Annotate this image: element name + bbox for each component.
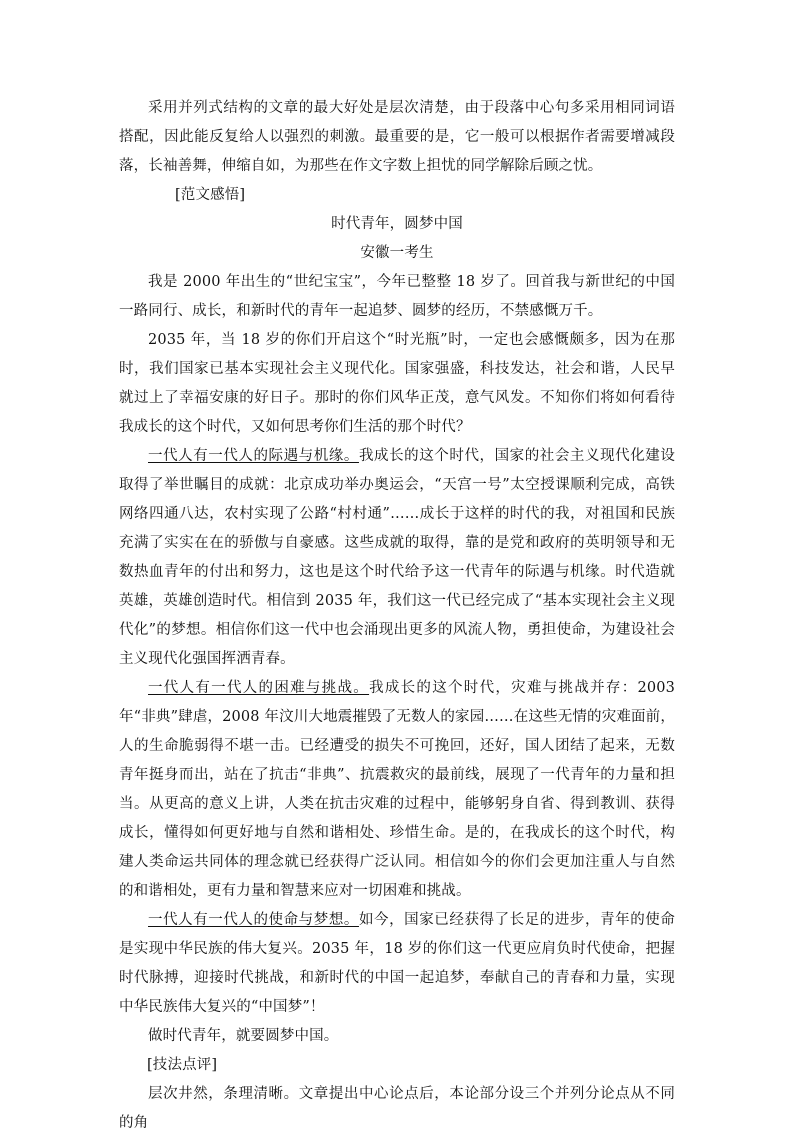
sub-thesis-3: 一代人有一代人的使命与梦想。 — [148, 912, 359, 928]
paragraph-4-body: 我成长的这个时代，灾难与挑战并存：2003 年“非典”肆虐，2008 年汶川大地震摧毁了无数人的家园……在这些无情的灾难面前，人的生命脆弱得不堪一击。已经遭受的损失不可挽回，还好，国人团结了起来，无数青年挺身而出，站在了抗击“非典”、抗震救灾的最前线，展现了一代青年的力量和担当。从更高的意义上讲，人类在抗击灾难的过程中，能够躬身自省、得到教训、获得成长，懂得如何更好地与自然和谐相处、珍惜生命。是的，在我成长的这个时代，构建人类命运共同体的理念就已经获得广泛认同。相信如今的你们会更加注重人与自然的和谐相处，更有力量和智慧来应对一切困难和挑战。 — [119, 680, 675, 899]
review-paragraph: 层次井然，条理清晰。文章提出中心论点后，本论部分设三个并列分论点从不同的角 — [119, 1086, 675, 1131]
essay-paragraph-4 — [119, 674, 675, 906]
document-page — [119, 94, 675, 1138]
essay-paragraph-6: 做时代青年，就要圆梦中国。 — [148, 1028, 339, 1044]
paragraph-3-body: 我成长的这个时代，国家的社会主义现代化建设取得了举世瞩目的成就：北京成功举办奥运会，“天宫一号”太空授课顺利完成，高铁网络四通八达，农村实现了公路“村村通”……成长于这样的时代的我，对祖国和民族充满了实实在在的骄傲与自豪感。这些成就的取得，靠的是党和政府的英明领导和无数热血青年的付出和努力，这也是这个时代给予这一代青年的际遇与机缘。时代造就英雄，英雄创造时代。相信到 2035 年，我们这一代已经完成了“基本实现社会主义现代化”的梦想。相信你们这一代中也会涌现出更多的风流人物，勇担使命，为建设社会主义现代化强国挥洒青春。 — [119, 448, 675, 667]
essay-paragraph-2: 2035 年，当 18 岁的你们开启这个“时光瓶”时，一定也会感慨颇多，因为在那时，我们国家已基本实现社会主义现代化。国家强盛，科技发达，社会和谐，人民早就过上了幸福安康的好日子。那时的你们风华正茂，意气风发。不知你们将如何看待我成长的这个时代，又如何思考你们生活的那个时代？ — [119, 332, 675, 435]
section-label-model-essay: [范文感悟] — [175, 187, 246, 203]
intro-paragraph: 采用并列式结构的文章的最大好处是层次清楚，由于段落中心句多采用相同词语搭配，因此能反复给人以强烈的刺激。最重要的是，它一般可以根据作者需要增减段落，长袖善舞，伸缩自如，为那些在作文字数上担忧的同学解除后顾之忧。 — [119, 100, 675, 174]
paragraph-5-body: 如今，国家已经获得了长足的进步，青年的使命是实现中华民族的伟大复兴。2035 年，18 岁的你们这一代更应肩负时代使命，把握时代脉搏，迎接时代挑战，和新时代的中国一起追梦，奉献自己的青春和力量，实现中华民族伟大复兴的“中国梦”！ — [119, 912, 675, 1015]
essay-paragraph-3 — [119, 442, 675, 674]
section-label-technique-review: [技法点评] — [147, 1057, 218, 1073]
essay-paragraph-1: 我是 2000 年出生的“世纪宝宝”，今年已整整 18 岁了。回首我与新世纪的中国一路同行、成长，和新时代的青年一起追梦、圆梦的经历，不禁感慨万千。 — [119, 274, 675, 319]
essay-paragraph-5 — [119, 906, 675, 1022]
essay-author: 安徽一考生 — [360, 245, 434, 261]
essay-title: 时代青年，圆梦中国 — [331, 216, 463, 232]
sub-thesis-2: 一代人有一代人的困难与挑战。 — [148, 680, 370, 696]
sub-thesis-1: 一代人有一代人的际遇与机缘。 — [148, 448, 359, 464]
